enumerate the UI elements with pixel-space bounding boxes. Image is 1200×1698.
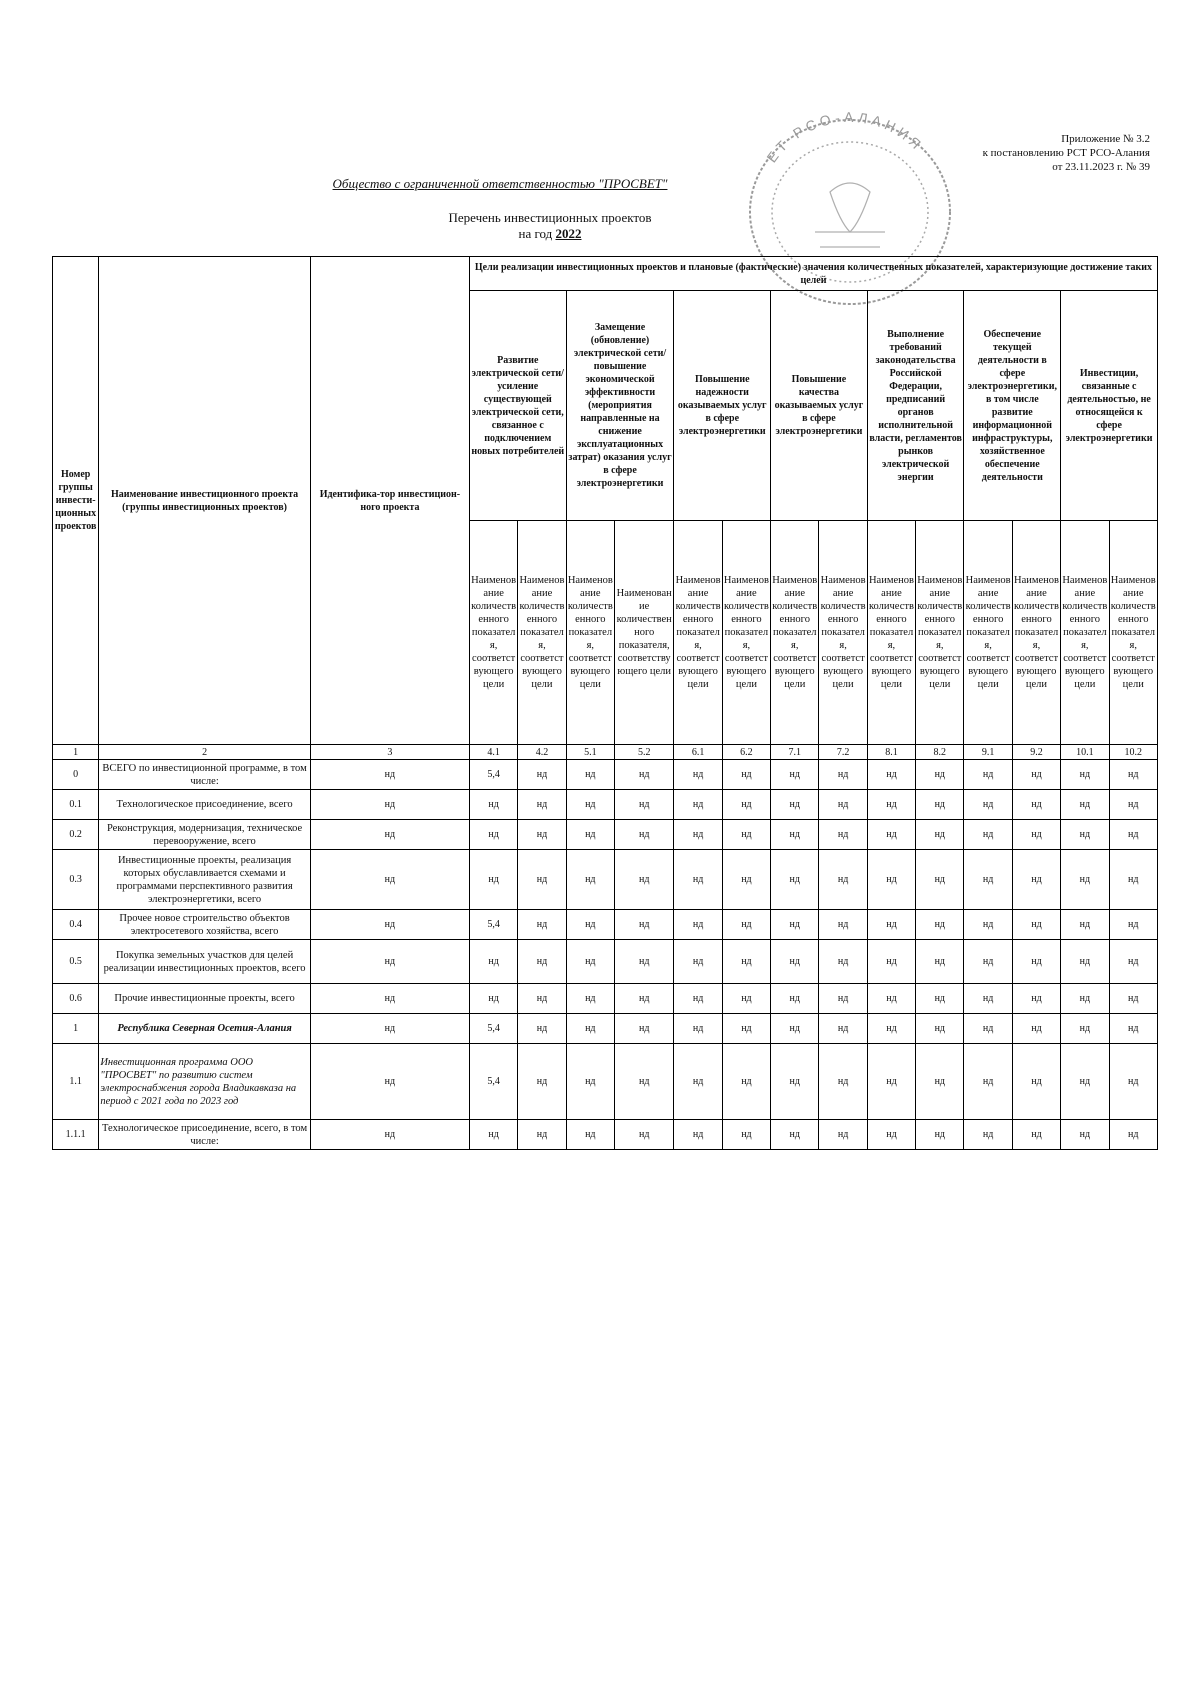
row-identifier: нд <box>310 1120 469 1150</box>
row-value: нд <box>1061 760 1109 790</box>
table-row <box>53 910 1158 940</box>
column-number: 8.2 <box>916 745 964 760</box>
row-project-name: Республика Северная Осетия-Алания <box>99 1014 311 1044</box>
table-row <box>53 1014 1158 1044</box>
indicator-header: Наименование количественного показателя, соответствующего цели <box>518 521 566 745</box>
row-value: нд <box>566 760 614 790</box>
row-value: нд <box>1012 760 1060 790</box>
header-goals: Цели реализации инвестиционных проектов и плановые (фактические) значения количественных показателей, характеризующие достижение таких целей <box>469 257 1157 291</box>
row-value: нд <box>1061 1014 1109 1044</box>
row-value: нд <box>566 940 614 984</box>
row-value: нд <box>566 1120 614 1150</box>
row-value: нд <box>722 1044 770 1120</box>
row-value: нд <box>964 910 1012 940</box>
indicator-header: Наименование количественного показателя, соответствующего цели <box>771 521 819 745</box>
row-identifier: нд <box>310 940 469 984</box>
row-value: нд <box>614 1014 673 1044</box>
row-value: нд <box>819 910 867 940</box>
row-number: 0 <box>53 760 99 790</box>
row-number: 0.4 <box>53 910 99 940</box>
row-value: нд <box>518 1044 566 1120</box>
table-row <box>53 850 1158 910</box>
row-value: нд <box>722 760 770 790</box>
row-value: нд <box>1012 1120 1060 1150</box>
row-value: нд <box>469 984 517 1014</box>
row-value: 5,4 <box>469 1044 517 1120</box>
row-value: нд <box>867 1120 915 1150</box>
column-number: 3 <box>310 745 469 760</box>
row-value: нд <box>566 1014 614 1044</box>
row-project-name: Прочие инвестиционные проекты, всего <box>99 984 311 1014</box>
indicator-header: Наименование количественного показателя, соответствующего цели <box>867 521 915 745</box>
row-value: нд <box>1012 820 1060 850</box>
row-value: нд <box>1109 790 1158 820</box>
row-value: нд <box>566 984 614 1014</box>
row-value: нд <box>964 790 1012 820</box>
row-value: нд <box>722 820 770 850</box>
row-project-name: Реконструкция, модернизация, техническое перевооружение, всего <box>99 820 311 850</box>
row-value: нд <box>674 820 722 850</box>
row-value: нд <box>1109 820 1158 850</box>
column-number: 10.1 <box>1061 745 1109 760</box>
row-value: нд <box>614 790 673 820</box>
row-value: нд <box>867 760 915 790</box>
row-value: нд <box>1109 940 1158 984</box>
row-value: нд <box>674 1014 722 1044</box>
table-row <box>53 940 1158 984</box>
row-identifier: нд <box>310 850 469 910</box>
row-project-name: Покупка земельных участков для целей реализации инвестиционных проектов, всего <box>99 940 311 984</box>
title-line-1: Перечень инвестиционных проектов <box>448 210 652 225</box>
row-value: нд <box>674 910 722 940</box>
row-value: нд <box>771 820 819 850</box>
row-value: нд <box>469 790 517 820</box>
table-row <box>53 790 1158 820</box>
row-number: 1.1 <box>53 1044 99 1120</box>
row-value: нд <box>867 1044 915 1120</box>
row-value: нд <box>867 940 915 984</box>
row-project-name: Инвестиционная программа ООО "ПРОСВЕТ" по развитию систем электроснабжения города Владикавказа на период с 2021 года по 2023 год <box>99 1044 311 1120</box>
row-value: нд <box>469 850 517 910</box>
annex-note <box>960 132 1150 174</box>
row-identifier: нд <box>310 1014 469 1044</box>
row-number: 1.1.1 <box>53 1120 99 1150</box>
row-identifier: нд <box>310 984 469 1014</box>
row-value: нд <box>518 1120 566 1150</box>
goal-header: Развитие электрической сети/усиление существующей электрической сети, связанное с подключением новых потребителей <box>469 291 566 521</box>
column-number: 2 <box>99 745 311 760</box>
investment-projects-table <box>52 256 1158 1150</box>
row-value: нд <box>469 940 517 984</box>
column-number: 1 <box>53 745 99 760</box>
row-value: нд <box>771 910 819 940</box>
stamp-text: ЕТ РСО-АЛАНИЯ <box>763 108 927 166</box>
row-value: нд <box>819 1014 867 1044</box>
row-value: нд <box>566 850 614 910</box>
row-identifier: нд <box>310 910 469 940</box>
row-value: нд <box>867 790 915 820</box>
row-value: нд <box>771 984 819 1014</box>
row-value: нд <box>1012 910 1060 940</box>
row-value: нд <box>867 984 915 1014</box>
column-number: 8.1 <box>867 745 915 760</box>
indicator-header: Наименование количественного показателя, соответствующего цели <box>964 521 1012 745</box>
goal-header: Инвестиции, связанные с деятельностью, не относящейся к сфере электроэнергетики <box>1061 291 1158 521</box>
row-value: нд <box>674 760 722 790</box>
row-value: нд <box>518 984 566 1014</box>
row-value: нд <box>614 760 673 790</box>
title-year-prefix: на год <box>518 226 553 241</box>
row-value: нд <box>916 790 964 820</box>
row-value: нд <box>867 820 915 850</box>
row-value: 5,4 <box>469 910 517 940</box>
column-number: 4.2 <box>518 745 566 760</box>
row-value: нд <box>566 910 614 940</box>
column-number: 7.2 <box>819 745 867 760</box>
row-value: нд <box>566 1044 614 1120</box>
indicator-header: Наименование количественного показателя, соответствующего цели <box>916 521 964 745</box>
row-number: 0.2 <box>53 820 99 850</box>
row-value: нд <box>771 1014 819 1044</box>
row-value: нд <box>614 910 673 940</box>
row-value: нд <box>916 1120 964 1150</box>
indicator-header: Наименование количественного показателя, соответствующего цели <box>722 521 770 745</box>
row-value: нд <box>518 790 566 820</box>
table-row <box>53 820 1158 850</box>
row-value: нд <box>674 1044 722 1120</box>
column-number: 9.2 <box>1012 745 1060 760</box>
table-row <box>53 1044 1158 1120</box>
row-value: нд <box>674 1120 722 1150</box>
row-value: нд <box>1061 1044 1109 1120</box>
indicator-header: Наименование количественного показателя, соответствующего цели <box>1109 521 1158 745</box>
row-value: нд <box>674 984 722 1014</box>
row-value: нд <box>819 1044 867 1120</box>
row-value: нд <box>964 940 1012 984</box>
row-value: нд <box>771 850 819 910</box>
header-project-name: Наименование инвестиционного проекта (группы инвестиционных проектов) <box>99 257 311 745</box>
indicator-header: Наименование количественного показателя, соответствующего цели <box>674 521 722 745</box>
row-value: нд <box>819 1120 867 1150</box>
row-value: нд <box>819 850 867 910</box>
row-value: нд <box>1012 1044 1060 1120</box>
row-value: нд <box>1012 850 1060 910</box>
column-number: 6.1 <box>674 745 722 760</box>
row-identifier: нд <box>310 790 469 820</box>
row-value: нд <box>1061 850 1109 910</box>
row-value: нд <box>518 1014 566 1044</box>
row-identifier: нд <box>310 1044 469 1120</box>
row-value: нд <box>518 940 566 984</box>
annex-line-1: Приложение № 3.2 <box>1061 133 1150 145</box>
organization-name: Общество с ограниченной ответственностью "ПРОСВЕТ" <box>332 176 668 191</box>
column-number: 4.1 <box>469 745 517 760</box>
row-project-name: Технологическое присоединение, всего <box>99 790 311 820</box>
row-value: нд <box>1109 984 1158 1014</box>
row-value: нд <box>771 940 819 984</box>
row-value: нд <box>518 850 566 910</box>
row-value: нд <box>964 1120 1012 1150</box>
row-value: нд <box>819 940 867 984</box>
row-value: нд <box>614 984 673 1014</box>
table-row <box>53 1120 1158 1150</box>
row-value: нд <box>916 850 964 910</box>
row-project-name: Инвестиционные проекты, реализация которых обуславливается схемами и программами перспективного развития электроэнергетики, всего <box>99 850 311 910</box>
row-value: нд <box>674 790 722 820</box>
row-value: нд <box>1109 1120 1158 1150</box>
column-number: 6.2 <box>722 745 770 760</box>
table-row <box>53 984 1158 1014</box>
row-identifier: нд <box>310 820 469 850</box>
row-identifier: нд <box>310 760 469 790</box>
row-value: нд <box>469 820 517 850</box>
row-value: нд <box>566 790 614 820</box>
annex-line-2: к постановлению РСТ РСО-Алания <box>982 147 1150 159</box>
row-number: 0.6 <box>53 984 99 1014</box>
row-value: нд <box>518 820 566 850</box>
row-value: нд <box>964 1014 1012 1044</box>
row-value: нд <box>771 1044 819 1120</box>
row-value: нд <box>1109 760 1158 790</box>
row-value: нд <box>1061 820 1109 850</box>
row-number: 1 <box>53 1014 99 1044</box>
row-value: нд <box>722 910 770 940</box>
indicator-header: Наименование количественного показателя, соответствующего цели <box>469 521 517 745</box>
row-value: нд <box>771 760 819 790</box>
row-value: нд <box>518 760 566 790</box>
title-year: 2022 <box>555 226 582 241</box>
row-value: нд <box>469 1120 517 1150</box>
title-line-2 <box>340 226 760 242</box>
goal-header: Замещение (обновление) электрической сети/повышение экономической эффективности (мероприятия направленные на снижение эксплуатационных затрат) оказания услуг в сфере электроэнергетики <box>566 291 674 521</box>
column-number: 9.1 <box>964 745 1012 760</box>
column-number: 5.1 <box>566 745 614 760</box>
goal-header: Повышение качества оказываемых услуг в сфере электроэнергетики <box>771 291 868 521</box>
row-value: нд <box>1061 1120 1109 1150</box>
row-value: нд <box>964 820 1012 850</box>
row-value: нд <box>1061 790 1109 820</box>
row-value: нд <box>1109 850 1158 910</box>
row-value: нд <box>771 790 819 820</box>
column-numbers-row <box>53 745 1158 760</box>
header-identifier: Идентифика-тор инвестицион-ного проекта <box>310 257 469 745</box>
column-number: 5.2 <box>614 745 673 760</box>
row-value: нд <box>819 790 867 820</box>
row-value: нд <box>867 850 915 910</box>
goal-header: Выполнение требований законодательства Российской Федерации, предписаний органов исполнительной власти, регламентов рынков электрической энергии <box>867 291 964 521</box>
row-value: нд <box>674 850 722 910</box>
row-value: нд <box>614 940 673 984</box>
goal-header: Повышение надежности оказываемых услуг в сфере электроэнергетики <box>674 291 771 521</box>
row-value: нд <box>916 910 964 940</box>
row-value: нд <box>614 1044 673 1120</box>
row-value: нд <box>722 790 770 820</box>
row-value: нд <box>819 984 867 1014</box>
indicator-header: Наименование количественного показателя, соответствующего цели <box>566 521 614 745</box>
row-value: нд <box>771 1120 819 1150</box>
row-value: нд <box>518 910 566 940</box>
column-number: 7.1 <box>771 745 819 760</box>
header-number: Номер группы инвести-ционных проектов <box>53 257 99 745</box>
row-value: нд <box>722 1120 770 1150</box>
row-value: нд <box>1109 1044 1158 1120</box>
row-value: 5,4 <box>469 1014 517 1044</box>
row-value: нд <box>674 940 722 984</box>
indicator-header: Наименование количественного показателя, соответствующего цели <box>1061 521 1109 745</box>
row-value: нд <box>867 910 915 940</box>
svg-text:ЕТ РСО-АЛАНИЯ <box>763 109 927 165</box>
row-value: нд <box>964 850 1012 910</box>
indicator-header: Наименование количественного показателя, соответствующего цели <box>819 521 867 745</box>
row-value: нд <box>1012 984 1060 1014</box>
row-value: нд <box>916 820 964 850</box>
row-value: нд <box>819 820 867 850</box>
row-value: нд <box>964 984 1012 1014</box>
goal-header: Обеспечение текущей деятельности в сфере электроэнергетики, в том числе развитие информационной инфраструктуры, хозяйственное обеспечение деятельности <box>964 291 1061 521</box>
row-value: нд <box>867 1014 915 1044</box>
row-value: нд <box>1109 910 1158 940</box>
row-value: нд <box>566 820 614 850</box>
row-value: нд <box>722 1014 770 1044</box>
row-value: нд <box>1061 910 1109 940</box>
row-value: нд <box>722 984 770 1014</box>
row-value: нд <box>916 1044 964 1120</box>
row-value: нд <box>614 1120 673 1150</box>
row-value: нд <box>819 760 867 790</box>
row-value: нд <box>916 760 964 790</box>
annex-line-3: от 23.11.2023 г. № 39 <box>1052 161 1150 173</box>
document-title <box>340 210 760 242</box>
row-value: нд <box>1061 984 1109 1014</box>
row-number: 0.1 <box>53 790 99 820</box>
row-value: нд <box>1061 940 1109 984</box>
table-row <box>53 760 1158 790</box>
row-project-name: Прочее новое строительство объектов электросетевого хозяйства, всего <box>99 910 311 940</box>
indicator-header: Наименование количественного показателя, соответствующего цели <box>614 521 673 745</box>
row-value: нд <box>916 1014 964 1044</box>
row-value: нд <box>722 940 770 984</box>
row-value: нд <box>916 940 964 984</box>
row-value: 5,4 <box>469 760 517 790</box>
row-value: нд <box>614 850 673 910</box>
row-project-name: ВСЕГО по инвестиционной программе, в том числе: <box>99 760 311 790</box>
row-value: нд <box>1012 940 1060 984</box>
row-value: нд <box>1109 1014 1158 1044</box>
row-number: 0.3 <box>53 850 99 910</box>
column-number: 10.2 <box>1109 745 1158 760</box>
row-value: нд <box>916 984 964 1014</box>
row-value: нд <box>1012 1014 1060 1044</box>
indicator-header: Наименование количественного показателя, соответствующего цели <box>1012 521 1060 745</box>
row-value: нд <box>614 820 673 850</box>
row-number: 0.5 <box>53 940 99 984</box>
row-value: нд <box>964 760 1012 790</box>
row-value: нд <box>964 1044 1012 1120</box>
row-value: нд <box>1012 790 1060 820</box>
row-project-name: Технологическое присоединение, всего, в том числе: <box>99 1120 311 1150</box>
row-value: нд <box>722 850 770 910</box>
